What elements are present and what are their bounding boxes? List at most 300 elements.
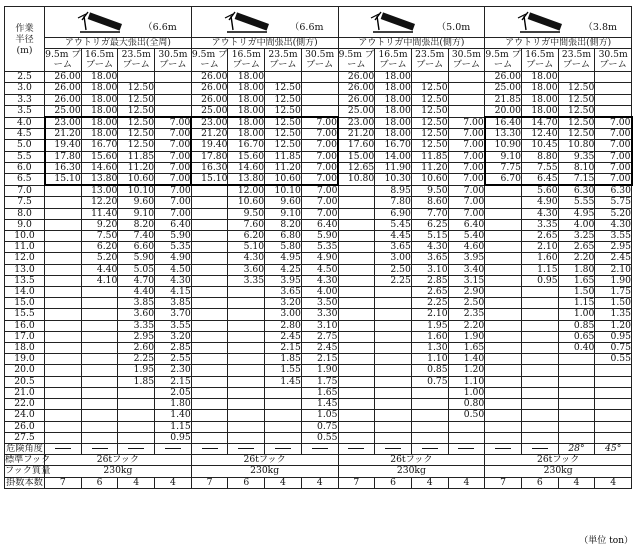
rated-load xyxy=(338,242,375,253)
rated-load xyxy=(485,331,522,342)
rated-load: 1.95 xyxy=(411,320,448,331)
rated-load: 11.85 xyxy=(265,151,302,162)
rated-load: 9.10 xyxy=(485,151,522,162)
rated-load xyxy=(191,253,228,264)
rated-load: 18.00 xyxy=(228,117,265,129)
rated-load: 12.50 xyxy=(411,83,448,94)
rated-load xyxy=(228,298,265,309)
rated-load: 0.95 xyxy=(521,275,558,286)
outrigger-group-4 xyxy=(485,7,632,38)
boom-length-header: 30.5m ブーム xyxy=(448,49,485,72)
rated-load: 18.00 xyxy=(521,94,558,105)
rated-load: 16.30 xyxy=(45,162,82,173)
rated-load xyxy=(45,253,82,264)
standard-hook-value: 26tフック xyxy=(45,455,192,466)
rated-load: 23.00 xyxy=(191,117,228,129)
falls-value: 7 xyxy=(191,477,228,488)
rated-load: 19.40 xyxy=(191,140,228,151)
rated-load: 18.00 xyxy=(81,94,118,105)
table-row xyxy=(5,219,632,230)
rated-load: 5.45 xyxy=(375,219,412,230)
falls-value: 4 xyxy=(558,477,595,488)
rated-load xyxy=(338,365,375,376)
rated-load: 7.00 xyxy=(155,162,192,173)
rated-load: 4.00 xyxy=(301,287,338,298)
rated-load: 7.00 xyxy=(301,162,338,173)
dash-mark xyxy=(312,448,328,449)
rated-load: 4.30 xyxy=(521,208,558,219)
working-radius: 24.0 xyxy=(5,410,45,421)
load-chart xyxy=(4,6,634,489)
rated-load: 6.30 xyxy=(558,185,595,197)
rated-load xyxy=(375,309,412,320)
rated-load: 12.50 xyxy=(558,129,595,140)
rated-load xyxy=(191,421,228,432)
rated-load xyxy=(228,331,265,342)
rated-load: 3.95 xyxy=(448,253,485,264)
rated-load: 1.05 xyxy=(301,410,338,421)
danger-angle-value xyxy=(265,443,302,454)
table-row xyxy=(5,354,632,365)
falls-value: 4 xyxy=(595,477,632,488)
rated-load xyxy=(375,376,412,387)
standard-hook-label: 標準フック xyxy=(5,454,51,466)
rated-load xyxy=(338,432,375,443)
boom-length-header: 9.5m ブーム xyxy=(45,49,81,71)
rated-load: 7.00 xyxy=(448,140,485,151)
rated-load xyxy=(81,331,118,342)
rated-load: 7.00 xyxy=(301,117,338,129)
rated-load: 3.10 xyxy=(301,320,338,331)
rated-load xyxy=(595,421,632,432)
boom-length-header: 23.5m ブーム xyxy=(265,49,302,72)
table-row xyxy=(5,83,632,94)
rated-load: 6.80 xyxy=(265,231,302,242)
rated-load: 3.00 xyxy=(375,253,412,264)
working-radius: 7.5 xyxy=(5,197,45,208)
rated-load: 4.30 xyxy=(228,253,265,264)
danger-angle-value xyxy=(45,443,82,454)
crane-icon xyxy=(76,10,128,36)
working-radius: 13.5 xyxy=(5,275,45,286)
rated-load xyxy=(191,298,228,309)
rated-load: 14.70 xyxy=(521,117,558,129)
rated-load xyxy=(338,298,375,309)
rated-load xyxy=(338,185,375,197)
rated-load: 5.60 xyxy=(521,185,558,197)
rated-load: 2.05 xyxy=(155,387,192,398)
rated-load: 2.65 xyxy=(521,231,558,242)
rated-load: 6.90 xyxy=(375,208,412,219)
rated-load xyxy=(191,231,228,242)
rated-load: 1.45 xyxy=(301,399,338,410)
rated-load: 5.80 xyxy=(265,242,302,253)
rated-load: 18.00 xyxy=(81,105,118,117)
rated-load xyxy=(485,343,522,354)
working-radius: 19.0 xyxy=(5,354,45,365)
rated-load: 0.75 xyxy=(301,421,338,432)
rated-load: 7.00 xyxy=(301,208,338,219)
rated-load xyxy=(45,219,82,230)
rated-load: 11.85 xyxy=(118,151,155,162)
rated-load xyxy=(485,432,522,443)
rated-load: 18.00 xyxy=(81,72,118,83)
table-row xyxy=(5,117,632,129)
rated-load: 12.50 xyxy=(118,129,155,140)
rated-load: 4.50 xyxy=(155,264,192,275)
rated-load: 2.90 xyxy=(448,287,485,298)
rated-load: 4.50 xyxy=(301,264,338,275)
rated-load: 10.60 xyxy=(411,174,448,186)
rated-load xyxy=(485,264,522,275)
rated-load: 5.15 xyxy=(411,231,448,242)
dash-mark xyxy=(92,448,108,449)
falls-value: 4 xyxy=(265,477,302,488)
rated-load: 21.20 xyxy=(191,129,228,140)
rated-load xyxy=(558,410,595,421)
table-row xyxy=(5,376,632,387)
hook-mass-value: 230kg xyxy=(485,466,632,477)
danger-angle-value: 45° xyxy=(595,443,632,454)
rated-load xyxy=(485,399,522,410)
rated-load: 2.85 xyxy=(155,343,192,354)
rated-load: 13.30 xyxy=(485,129,522,140)
rated-load: 8.10 xyxy=(558,162,595,173)
rated-load: 0.40 xyxy=(558,343,595,354)
danger-angle-value xyxy=(485,443,522,454)
rated-load xyxy=(485,197,522,208)
working-radius: 21.0 xyxy=(5,387,45,398)
hook-mass-value: 230kg xyxy=(45,466,192,477)
rated-load: 3.85 xyxy=(155,298,192,309)
rated-load: 12.50 xyxy=(118,117,155,129)
rated-load: 0.85 xyxy=(558,320,595,331)
rated-load xyxy=(595,365,632,376)
rated-load: 9.50 xyxy=(411,185,448,197)
rated-load xyxy=(191,376,228,387)
rated-load xyxy=(521,354,558,365)
rated-load: 7.00 xyxy=(155,174,192,186)
rated-load: 10.60 xyxy=(118,174,155,186)
rated-load xyxy=(45,309,82,320)
rated-load xyxy=(81,421,118,432)
rated-load xyxy=(485,275,522,286)
rated-load xyxy=(485,242,522,253)
rated-load: 3.85 xyxy=(118,298,155,309)
rated-load xyxy=(45,410,82,421)
rated-load: 0.80 xyxy=(448,399,485,410)
rated-load: 12.50 xyxy=(411,129,448,140)
rated-load: 6.40 xyxy=(301,219,338,230)
rated-load xyxy=(45,275,82,286)
rated-load: 2.25 xyxy=(411,298,448,309)
rated-load: 12.50 xyxy=(558,83,595,94)
rated-load: 1.85 xyxy=(265,354,302,365)
rated-load: 11.40 xyxy=(81,208,118,219)
rated-load: 2.95 xyxy=(595,242,632,253)
rated-load: 1.20 xyxy=(448,365,485,376)
rated-load: 4.95 xyxy=(558,208,595,219)
rated-load: 1.65 xyxy=(301,387,338,398)
rated-load xyxy=(81,287,118,298)
rated-load: 11.20 xyxy=(118,162,155,173)
rated-load: 3.35 xyxy=(118,320,155,331)
table-row xyxy=(5,162,632,173)
rated-load: 1.95 xyxy=(118,365,155,376)
rated-load: 3.65 xyxy=(375,242,412,253)
rated-load: 3.65 xyxy=(265,287,302,298)
rated-load: 1.55 xyxy=(265,365,302,376)
rated-load: 13.00 xyxy=(81,185,118,197)
rated-load: 4.25 xyxy=(265,264,302,275)
rated-load: 1.40 xyxy=(448,354,485,365)
rated-load xyxy=(191,208,228,219)
table-row xyxy=(5,72,632,83)
rated-load xyxy=(448,432,485,443)
danger-angle-value xyxy=(228,443,265,454)
rated-load: 8.60 xyxy=(411,197,448,208)
rated-load xyxy=(338,331,375,342)
rated-load xyxy=(45,185,82,197)
rated-load: 6.20 xyxy=(228,231,265,242)
rated-load xyxy=(375,287,412,298)
rated-load: 5.10 xyxy=(228,242,265,253)
rated-load: 17.80 xyxy=(45,151,82,162)
rated-load: 12.50 xyxy=(265,140,302,151)
rated-load xyxy=(228,410,265,421)
rated-load xyxy=(485,298,522,309)
rated-load: 18.00 xyxy=(228,72,265,83)
rated-load: 12.50 xyxy=(118,94,155,105)
rated-load xyxy=(228,354,265,365)
rated-load xyxy=(521,410,558,421)
rated-load xyxy=(45,343,82,354)
rated-load xyxy=(118,432,155,443)
boom-length-header: 30.5m ブーム xyxy=(301,49,338,72)
rated-load xyxy=(45,399,82,410)
rated-load: 4.40 xyxy=(81,264,118,275)
rated-load xyxy=(81,387,118,398)
working-radius: 8.0 xyxy=(5,208,45,219)
rated-load xyxy=(485,231,522,242)
rated-load: 11.90 xyxy=(375,162,412,173)
rated-load: 2.30 xyxy=(155,365,192,376)
rated-load xyxy=(595,387,632,398)
rated-load xyxy=(191,275,228,286)
table-row xyxy=(5,287,632,298)
rated-load: 6.30 xyxy=(595,185,632,197)
rated-load xyxy=(81,343,118,354)
rated-load: 10.45 xyxy=(521,140,558,151)
boom-length-header: 9.5m ブーム xyxy=(485,49,521,71)
rated-load: 18.00 xyxy=(228,129,265,140)
working-radius: 3.3 xyxy=(5,94,45,105)
rated-load xyxy=(485,387,522,398)
rated-load xyxy=(558,376,595,387)
rated-load: 3.65 xyxy=(411,253,448,264)
rated-load: 0.85 xyxy=(411,365,448,376)
rated-load: 12.50 xyxy=(118,83,155,94)
rated-load xyxy=(118,72,155,83)
rated-load xyxy=(191,410,228,421)
rated-load xyxy=(558,432,595,443)
rated-load xyxy=(375,399,412,410)
rated-load: 13.80 xyxy=(228,174,265,186)
table-row xyxy=(5,129,632,140)
rated-load xyxy=(338,309,375,320)
rated-load xyxy=(155,94,192,105)
rated-load xyxy=(521,365,558,376)
working-radius: 5.0 xyxy=(5,140,45,151)
rated-load xyxy=(191,185,228,197)
rated-load: 4.90 xyxy=(155,253,192,264)
rated-load: 10.10 xyxy=(118,185,155,197)
rated-load: 2.60 xyxy=(118,343,155,354)
dash-mark xyxy=(165,448,181,449)
rated-load xyxy=(338,253,375,264)
rated-load: 26.00 xyxy=(485,72,522,83)
dash-mark xyxy=(532,448,548,449)
rated-load: 1.15 xyxy=(558,298,595,309)
hook-mass-value: 230kg xyxy=(338,466,485,477)
rated-load xyxy=(228,387,265,398)
rated-load xyxy=(521,287,558,298)
rated-load: 10.10 xyxy=(265,185,302,197)
rated-load: 1.60 xyxy=(411,331,448,342)
rated-load: 9.10 xyxy=(265,208,302,219)
danger-angle-value xyxy=(375,443,412,454)
rated-load: 1.35 xyxy=(595,309,632,320)
rated-load: 1.90 xyxy=(448,331,485,342)
rated-load xyxy=(265,72,302,83)
outrigger-group-2 xyxy=(191,7,338,38)
rated-load: 4.90 xyxy=(521,197,558,208)
rated-load: 7.00 xyxy=(301,140,338,151)
rated-load xyxy=(265,421,302,432)
dash-mark xyxy=(238,448,254,449)
rated-load: 10.80 xyxy=(558,140,595,151)
rated-load xyxy=(118,421,155,432)
rated-load xyxy=(155,105,192,117)
working-radius: 6.5 xyxy=(5,174,45,186)
working-radius: 6.0 xyxy=(5,162,45,173)
rated-load xyxy=(191,387,228,398)
dash-mark xyxy=(348,448,364,449)
rated-load xyxy=(338,219,375,230)
rated-load xyxy=(485,208,522,219)
rated-load: 2.15 xyxy=(301,354,338,365)
outrigger-title: アウトリガ中間張出(側方) xyxy=(191,38,338,49)
boom-length-header: 16.5m ブーム xyxy=(521,49,558,72)
rated-load: 8.80 xyxy=(521,151,558,162)
rated-load: 12.50 xyxy=(558,94,595,105)
danger-angle-value xyxy=(411,443,448,454)
table-row xyxy=(5,387,632,398)
rated-load: 0.65 xyxy=(558,331,595,342)
rated-load: 5.90 xyxy=(301,231,338,242)
working-radius: 20.0 xyxy=(5,365,45,376)
rated-load: 12.50 xyxy=(265,129,302,140)
rated-load: 26.00 xyxy=(191,72,228,83)
working-radius: 12.0 xyxy=(5,253,45,264)
rated-load: 4.95 xyxy=(265,253,302,264)
falls-value: 6 xyxy=(375,477,412,488)
working-radius: 18.0 xyxy=(5,343,45,354)
rated-load: 4.30 xyxy=(301,275,338,286)
rated-load: 7.80 xyxy=(375,197,412,208)
rated-load: 7.00 xyxy=(448,197,485,208)
rated-load: 10.90 xyxy=(485,140,522,151)
rated-load: 2.50 xyxy=(375,264,412,275)
rated-load: 15.10 xyxy=(191,174,228,186)
table-row xyxy=(5,174,632,186)
rated-load: 2.55 xyxy=(155,354,192,365)
falls-value: 6 xyxy=(81,477,118,488)
rated-load xyxy=(338,287,375,298)
falls-value: 4 xyxy=(118,477,155,488)
rated-load: 7.70 xyxy=(411,208,448,219)
rated-load xyxy=(191,399,228,410)
rated-load: 2.35 xyxy=(448,309,485,320)
rated-load: 1.40 xyxy=(155,410,192,421)
rated-load: 7.00 xyxy=(448,208,485,219)
rated-load: 12.50 xyxy=(265,117,302,129)
rated-load xyxy=(411,387,448,398)
table-row xyxy=(5,208,632,219)
rated-load: 1.60 xyxy=(521,253,558,264)
table-row xyxy=(5,320,632,331)
rated-load: 10.80 xyxy=(338,174,375,186)
dash-mark xyxy=(422,448,438,449)
rated-load: 17.60 xyxy=(338,140,375,151)
rated-load: 4.70 xyxy=(118,275,155,286)
rated-load: 18.00 xyxy=(375,105,412,117)
danger-angle-value xyxy=(338,443,375,454)
rated-load: 7.00 xyxy=(595,129,632,140)
rated-load xyxy=(81,376,118,387)
rated-load xyxy=(521,399,558,410)
working-radius: 15.0 xyxy=(5,298,45,309)
rated-load: 7.00 xyxy=(595,151,632,162)
outrigger-extension: （3.8m xyxy=(583,21,617,33)
rated-load xyxy=(558,354,595,365)
table-row xyxy=(5,432,632,443)
rated-load xyxy=(595,105,632,117)
outrigger-title: アウトリガ最大張出(全周) xyxy=(45,38,192,49)
rated-load: 16.40 xyxy=(485,117,522,129)
rated-load xyxy=(485,309,522,320)
rated-load: 18.00 xyxy=(375,117,412,129)
rated-load: 7.00 xyxy=(595,117,632,129)
rated-load: 3.60 xyxy=(228,264,265,275)
rated-load: 2.75 xyxy=(301,331,338,342)
falls-value: 7 xyxy=(45,477,82,488)
rated-load: 1.50 xyxy=(595,298,632,309)
table-row xyxy=(5,264,632,275)
rated-load: 7.55 xyxy=(521,162,558,173)
rated-load: 18.00 xyxy=(521,83,558,94)
standard-hook-value: 26tフック xyxy=(191,455,338,466)
rated-load xyxy=(338,231,375,242)
rated-load: 1.15 xyxy=(155,421,192,432)
rated-load xyxy=(81,432,118,443)
danger-angle-value xyxy=(521,443,558,454)
rated-load xyxy=(521,387,558,398)
rated-load xyxy=(45,331,82,342)
rated-load: 8.20 xyxy=(118,219,155,230)
rated-load: 7.00 xyxy=(155,140,192,151)
rated-load xyxy=(375,343,412,354)
